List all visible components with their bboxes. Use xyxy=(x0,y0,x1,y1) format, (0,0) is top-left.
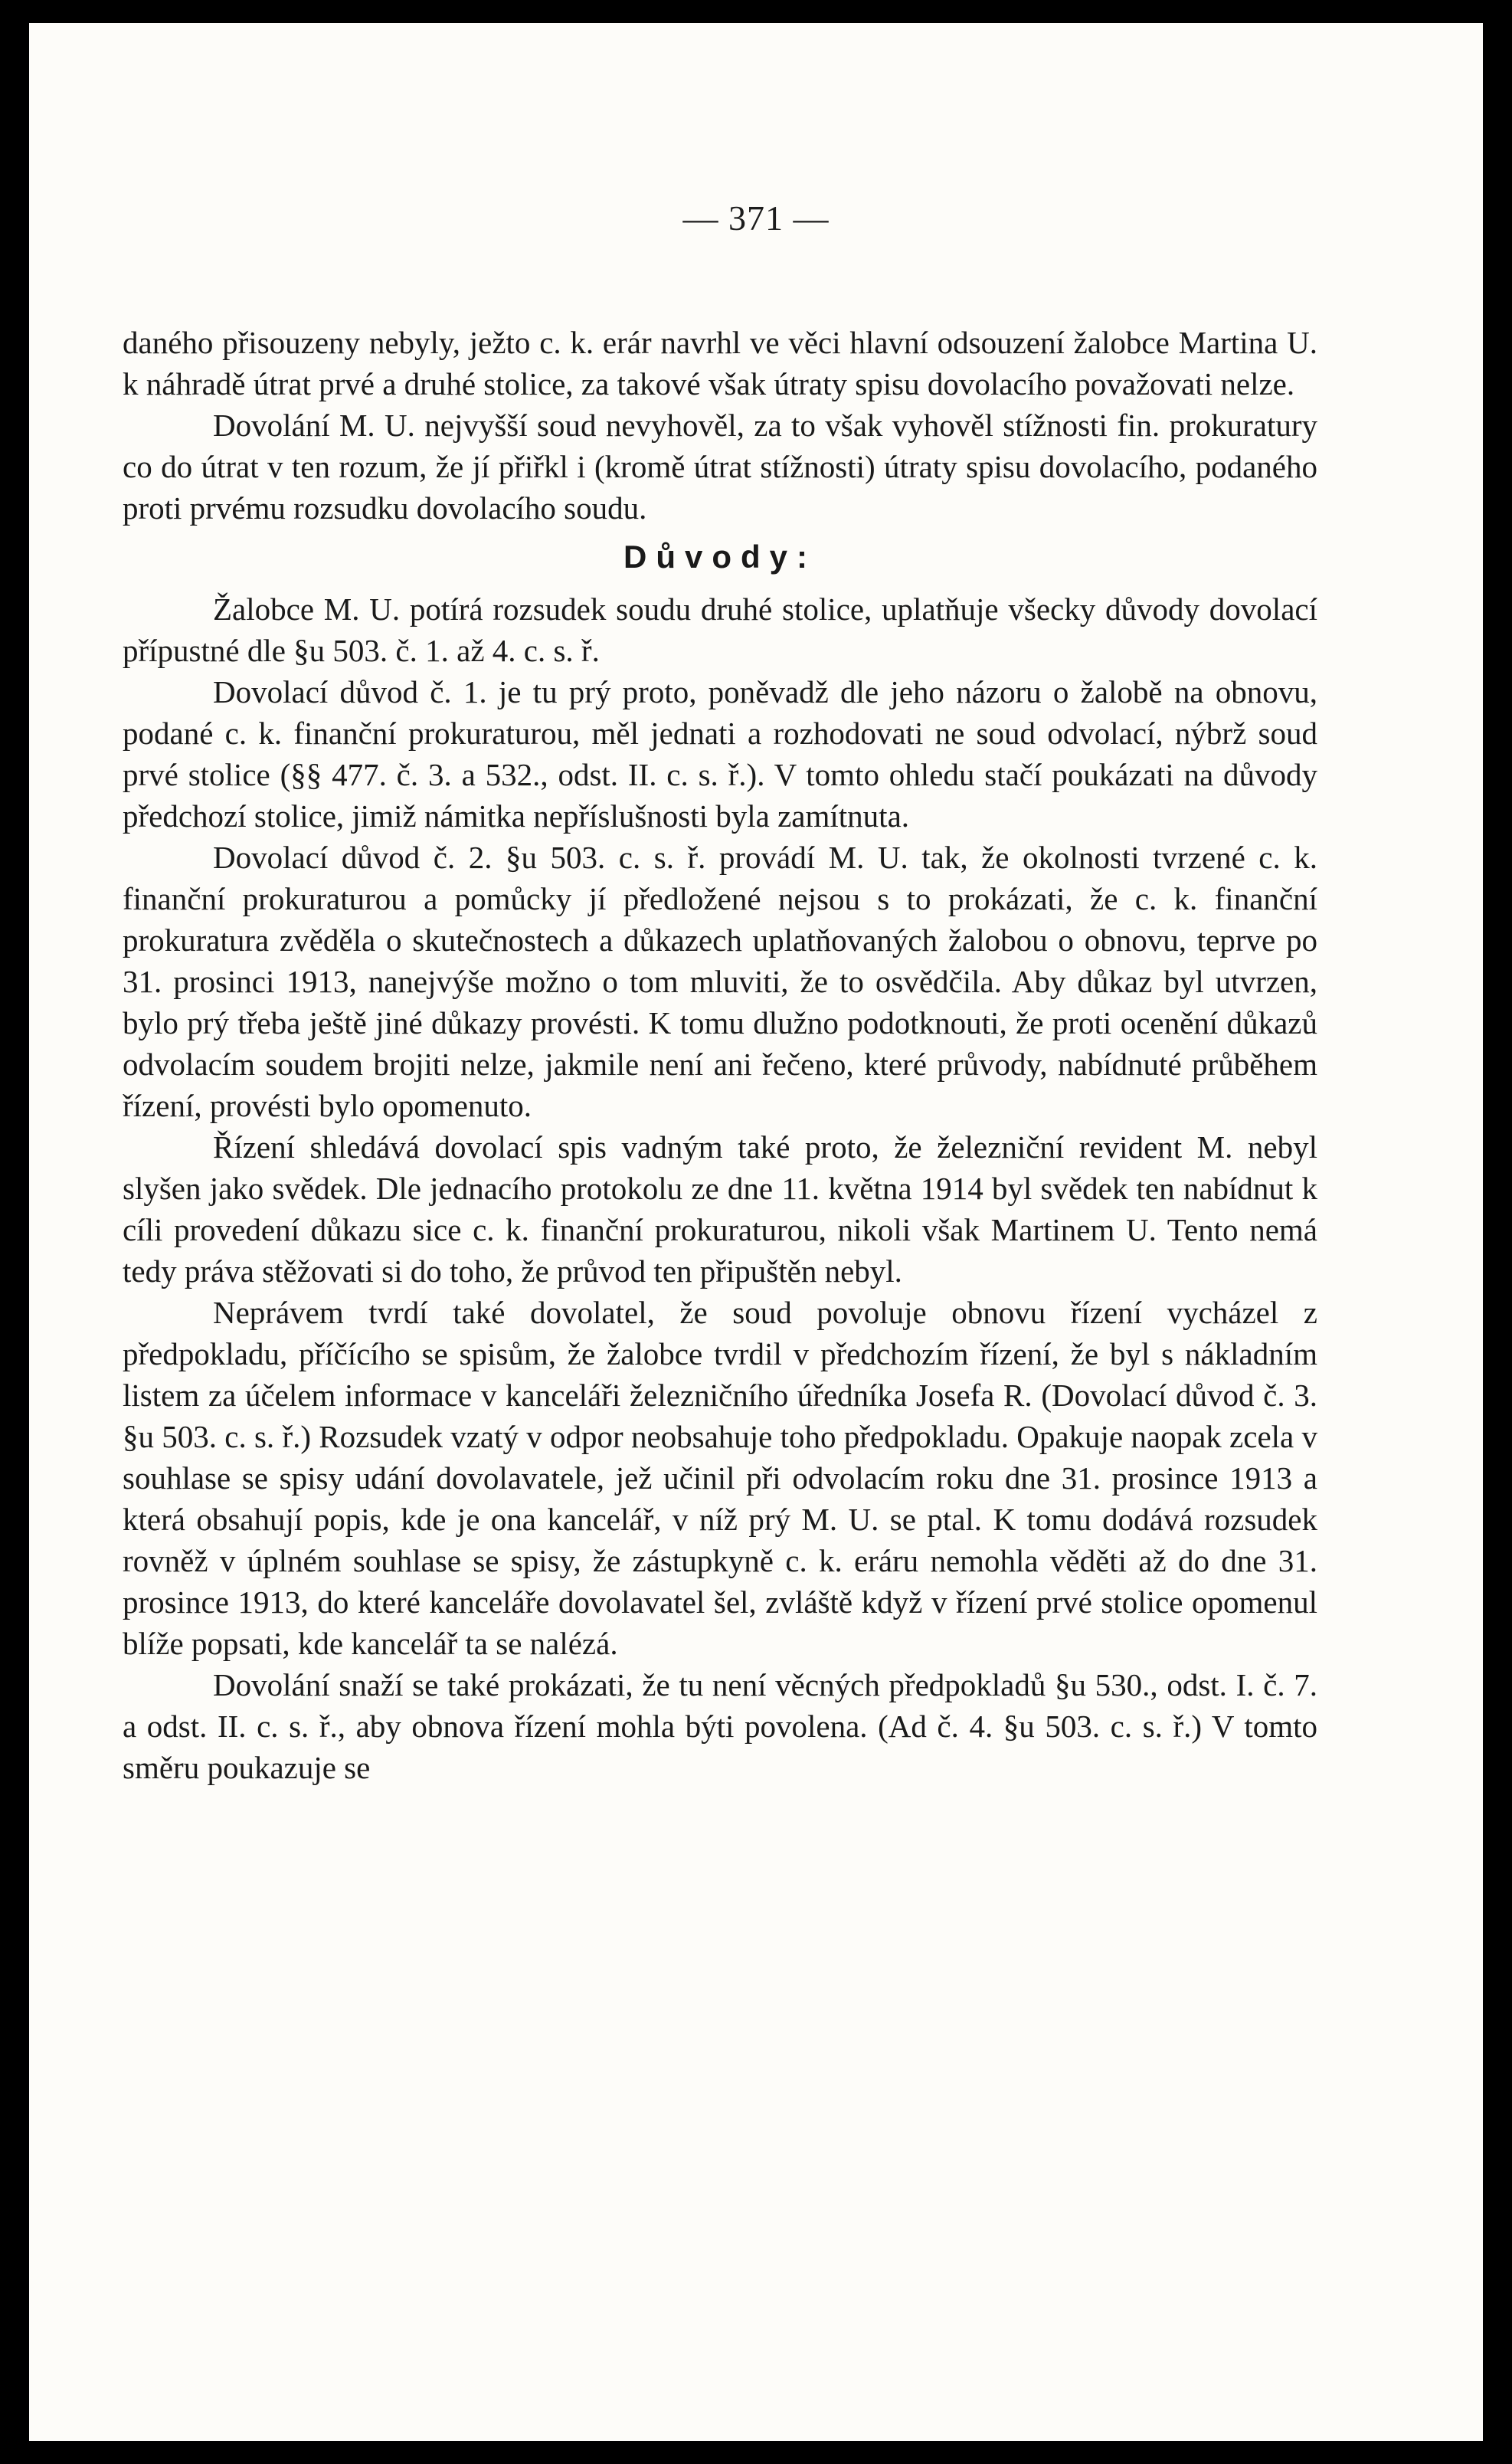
section-heading-duvody: Důvody: xyxy=(623,539,817,575)
page-sheet xyxy=(29,23,1483,2441)
document-body xyxy=(123,322,1317,1788)
paragraph: Žalobce M. U. potírá rozsudek soudu druhé stolice, uplatňuje všecky důvody dovolací přípustné dle §u 503. č. 1. až 4. c. s. ř. xyxy=(123,591,1317,668)
paragraph: Dovolací důvod č. 1. je tu prý proto, poněvadž dle jeho názoru o žalobě na obnovu, podané c. k. finanční prokuraturou, měl jednati a rozhodovati ne soud odvolací, nýbrž soud prvé stolice (§§ 477. č. 3. a 532., odst. II. c. s. ř.). V tomto ohledu stačí poukázati na důvody předchozí stolice, jimiž námitka nepříslušnosti byla zamítnuta. xyxy=(123,674,1317,834)
paragraph: Dovolací důvod č. 2. §u 503. c. s. ř. provádí M. U. tak, že okolnosti tvrzené c. k. finanční prokuraturou a pomůcky jí předložené nejsou s to prokázati, že c. k. finanční prokuratura zvěděla o skutečnostech a důkazech uplatňovaných žalobou o obnovu, teprve po 31. prosinci 1913, nanejvýše možno o tom mluviti, že to osvědčila. Aby důkaz byl utvrzen, bylo prý třeba ještě jiné důkazy provésti. K tomu dlužno podotknouti, že proti ocenění důkazů odvolacím soudem brojiti nelze, jakmile není ani řečeno, které průvody, nabídnuté průběhem řízení, provésti bylo opomenuto. xyxy=(123,840,1317,1123)
page-number: — 371 — xyxy=(682,198,830,238)
paragraph: Řízení shledává dovolací spis vadným také proto, že železniční revident M. nebyl slyšen jako svědek. Dle jednacího protokolu ze dne 11. května 1914 byl svědek ten nabídnut k cíli provedení důkazu sice c. k. finanční prokuraturou, nikoli však Martinem U. Tento nemá tedy práva stěžovati si do toho, že průvod ten připuštěn nebyl. xyxy=(123,1129,1317,1289)
paragraph: Neprávem tvrdí také dovolatel, že soud povoluje obnovu řízení vycházel z předpokladu, příčícího se spisům, že žalobce tvrdil v předchozím řízení, že byl s nákladním listem za účelem informace v kanceláři železničního úředníka Josefa R. (Dovolací důvod č. 3. §u 503. c. s. ř.) Rozsudek vzatý v odpor neobsahuje toho předpokladu. Opakuje naopak zcela v souhlase se spisy udání dovolavatele, jež učinil při odvolacím roku dne 31. prosince 1913 a která obsahují popis, kde je ona kancelář, v níž prý M. U. se ptal. K tomu dodává rozsudek rovněž v úplném souhlase se spisy, že zástupkyně c. k. eráru nemohla věděti až do dne 31. prosince 1913, do které kanceláře dovolavatel šel, zvláště když v řízení prvé stolice opomenul blíže popsati, kde kancelář ta se nalézá. xyxy=(123,1295,1317,1661)
paragraph: Dovolání M. U. nejvyšší soud nevyhověl, za to však vyhověl stížnosti fin. prokuratury co do útrat v ten rozum, že jí přiřkl i (kromě útrat stížnosti) útraty spisu dovolacího, podaného proti prvému rozsudku dovolacího soudu. xyxy=(123,408,1317,526)
paragraph-continuation: daného přisouzeny nebyly, ježto c. k. erár navrhl ve věci hlavní odsouzení žalobce Martina U. k náhradě útrat prvé a druhé stolice, za takové však útraty spisu dovolacího považovati nelze. xyxy=(123,325,1317,401)
paragraph: Dovolání snaží se také prokázati, že tu není věcných předpokladů §u 530., odst. I. č. 7. a odst. II. c. s. ř., aby obnova řízení mohla býti povolena. (Ad č. 4. §u 503. c. s. ř.) V tomto směru poukazuje se xyxy=(123,1667,1317,1785)
